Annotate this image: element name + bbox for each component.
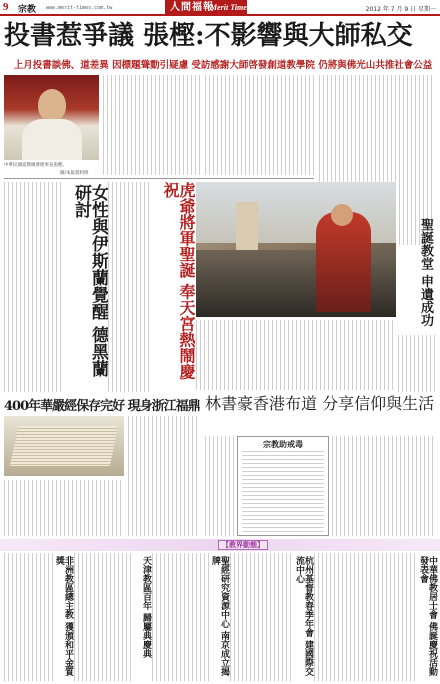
- antidrug-title: 宗教助戒毒: [263, 440, 303, 449]
- site-url[interactable]: www.merit-times.com.tw: [46, 5, 113, 11]
- logo-en: Merit Times: [210, 3, 250, 12]
- piper-shape: [316, 212, 371, 312]
- lin-article-body-1: [205, 436, 235, 536]
- main-subhead: 上月投書談佛、道差異 因標題聳動引疑慮 受訪感謝大師啓發創道教學院 仍將與佛光山共推社會公益: [13, 60, 433, 71]
- muslim-article-title: 女性與伊斯蘭覺醒 德黑蘭研討: [71, 184, 108, 377]
- bottom-col1-title: 非洲教區總主教 獲頒和平金質獎: [54, 556, 73, 677]
- bottom-col3-body: [152, 553, 210, 681]
- church-tower-shape: [236, 202, 258, 257]
- tiger-article-title: 虎爺將軍聖誕 奉天宮熱鬧慶祝: [161, 182, 196, 380]
- scripture-photo: [4, 416, 124, 476]
- photo1-caption: 中華民國道教總會理事長張樫。: [4, 163, 67, 168]
- bible-article-body: [128, 416, 198, 536]
- bottom-col4-body: [230, 553, 294, 681]
- issue-date: 2012 年 7 月 9 日 星期一: [365, 6, 436, 13]
- bottom-col5-title: 中華佛教居士會 佛誕慶祝活動發表會: [418, 556, 437, 677]
- divider: [4, 178, 314, 179]
- portrait-photo: [4, 75, 99, 160]
- muslim-article-body: [108, 182, 150, 392]
- bottom-col2-title: 天津教區百年 歸屬典慶典: [141, 556, 151, 659]
- bottom-col1-body: [4, 553, 54, 681]
- lin-article-body-2: [332, 436, 436, 536]
- bethlehem-article-body: [398, 335, 436, 392]
- bottom-col4-title: 杭州基督教春季年會 建國際交流中心: [294, 556, 313, 677]
- tiger-article-body: [196, 320, 396, 390]
- page-header: [0, 0, 440, 16]
- lin-article-title: 林書豪香港布道 分享信仰與生活: [205, 394, 435, 413]
- shirt-shape: [22, 119, 82, 160]
- scripture-pages-shape: [10, 426, 119, 466]
- bottom-col5-body: [314, 553, 418, 681]
- bethlehem-photo: [196, 182, 396, 317]
- bible-article-title: 400年華嚴經保存完好 現身浙江福鼎: [4, 399, 200, 414]
- antidrug-box: [237, 436, 329, 536]
- bible-article-body-2: [4, 480, 124, 536]
- section-label: 宗教: [18, 5, 37, 15]
- main-article-body-1: [103, 75, 201, 175]
- left-column-body: [4, 182, 64, 392]
- news-banner: 【教界動態】: [218, 540, 268, 550]
- antidrug-body: [242, 451, 324, 533]
- bethlehem-article-title: 聖誕教堂 申遺成功: [418, 218, 433, 327]
- main-article-body-2: [205, 75, 315, 175]
- bottom-col2-body: [74, 553, 132, 681]
- photo1-credit: 圖/本報資料照: [60, 171, 89, 176]
- logo-zh: 人間福報: [170, 2, 214, 13]
- bottom-col3-title: 聖經研究資源中心 南京成立揭牌: [210, 556, 229, 677]
- face-shape: [38, 89, 66, 121]
- piper-face-shape: [331, 204, 353, 226]
- page-number: 9: [3, 1, 9, 13]
- main-headline: 投書惹爭議 張樫:不影響與大師私交: [4, 21, 413, 51]
